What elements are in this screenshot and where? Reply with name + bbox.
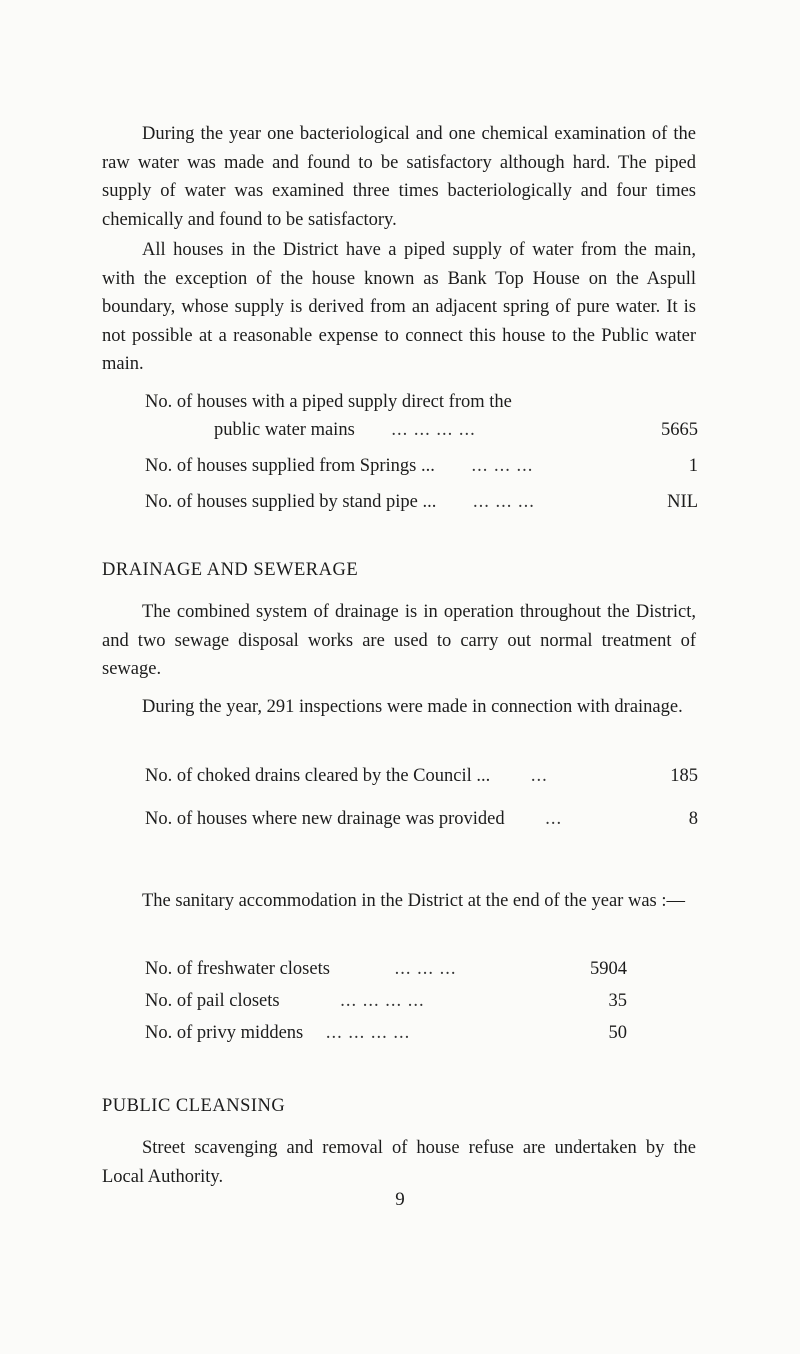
drainage-paragraph-1: The combined system of drainage is in operation throughout the District, and two sewage disposal works are used to carry out normal treatment of sewage.	[102, 602, 696, 679]
row-leader: ... ... ... ...	[340, 991, 425, 1011]
row-leader: ... ... ...	[394, 959, 457, 979]
row-leader: ... ... ...	[472, 492, 535, 512]
drainage-row	[145, 762, 548, 791]
row-label: No. of pail closets	[145, 991, 280, 1011]
water-row-value: 1	[688, 456, 698, 476]
row-label: No. of houses supplied from Springs ...	[145, 456, 435, 476]
water-row-label-line2	[214, 416, 476, 445]
row-label: No. of houses supplied by stand pipe ...	[145, 492, 437, 512]
drainage-paragraph-2: During the year, 291 inspections were made in connection with drainage.	[142, 697, 683, 717]
drainage-heading: DRAINAGE AND SEWERAGE	[102, 560, 359, 580]
cleansing-paragraph: Street scavenging and removal of house refuse are undertaken by the Local Authority.	[102, 1138, 696, 1187]
water-row	[145, 488, 535, 517]
sanitary-row	[145, 955, 456, 984]
water-row-label-line1: No. of houses with a piped supply direct from the	[145, 392, 512, 412]
page-number: 9	[395, 1189, 405, 1210]
drainage-row	[145, 805, 562, 834]
water-row-value: 5665	[661, 420, 698, 440]
row-label: No. of freshwater closets	[145, 959, 330, 979]
drainage-row-value: 185	[670, 766, 698, 786]
row-leader: ...	[530, 766, 548, 786]
sanitary-row-value: 35	[608, 991, 627, 1011]
row-label: public water mains	[214, 420, 355, 440]
water-row	[145, 452, 533, 481]
row-label: No. of choked drains cleared by the Council ...	[145, 766, 491, 786]
row-leader: ... ... ...	[471, 456, 534, 476]
row-leader: ... ... ... ...	[325, 1023, 411, 1043]
water-paragraph-1: During the year one bacteriological and one chemical examination of the raw water was made and found to be satisfactory although hard. The piped supply of water was examined three times bacteriologically and four times chemically and found to be satisfactory.	[102, 124, 696, 230]
sanitary-row-value: 50	[608, 1023, 627, 1043]
drainage-row-value: 8	[688, 809, 698, 829]
row-leader: ... ... ... ...	[391, 420, 476, 440]
row-label: No. of houses where new drainage was provided	[145, 809, 505, 829]
row-label: No. of privy middens	[145, 1023, 304, 1043]
row-leader: ...	[545, 809, 563, 829]
sanitary-row-value: 5904	[590, 959, 627, 979]
sanitary-row	[145, 987, 425, 1016]
cleansing-heading: PUBLIC CLEANSING	[102, 1096, 286, 1116]
water-paragraph-2: All houses in the District have a piped supply of water from the main, with the exception of the house known as Bank Top House on the Aspull boundary, whose supply is derived from an adjacent spring of pure water. It is not possible at a reasonable expense to connect this house to the Public water main.	[102, 240, 696, 374]
sanitary-row	[145, 1019, 410, 1048]
sanitary-paragraph: The sanitary accommodation in the District at the end of the year was :—	[142, 891, 686, 911]
water-row-value: NIL	[667, 492, 698, 512]
